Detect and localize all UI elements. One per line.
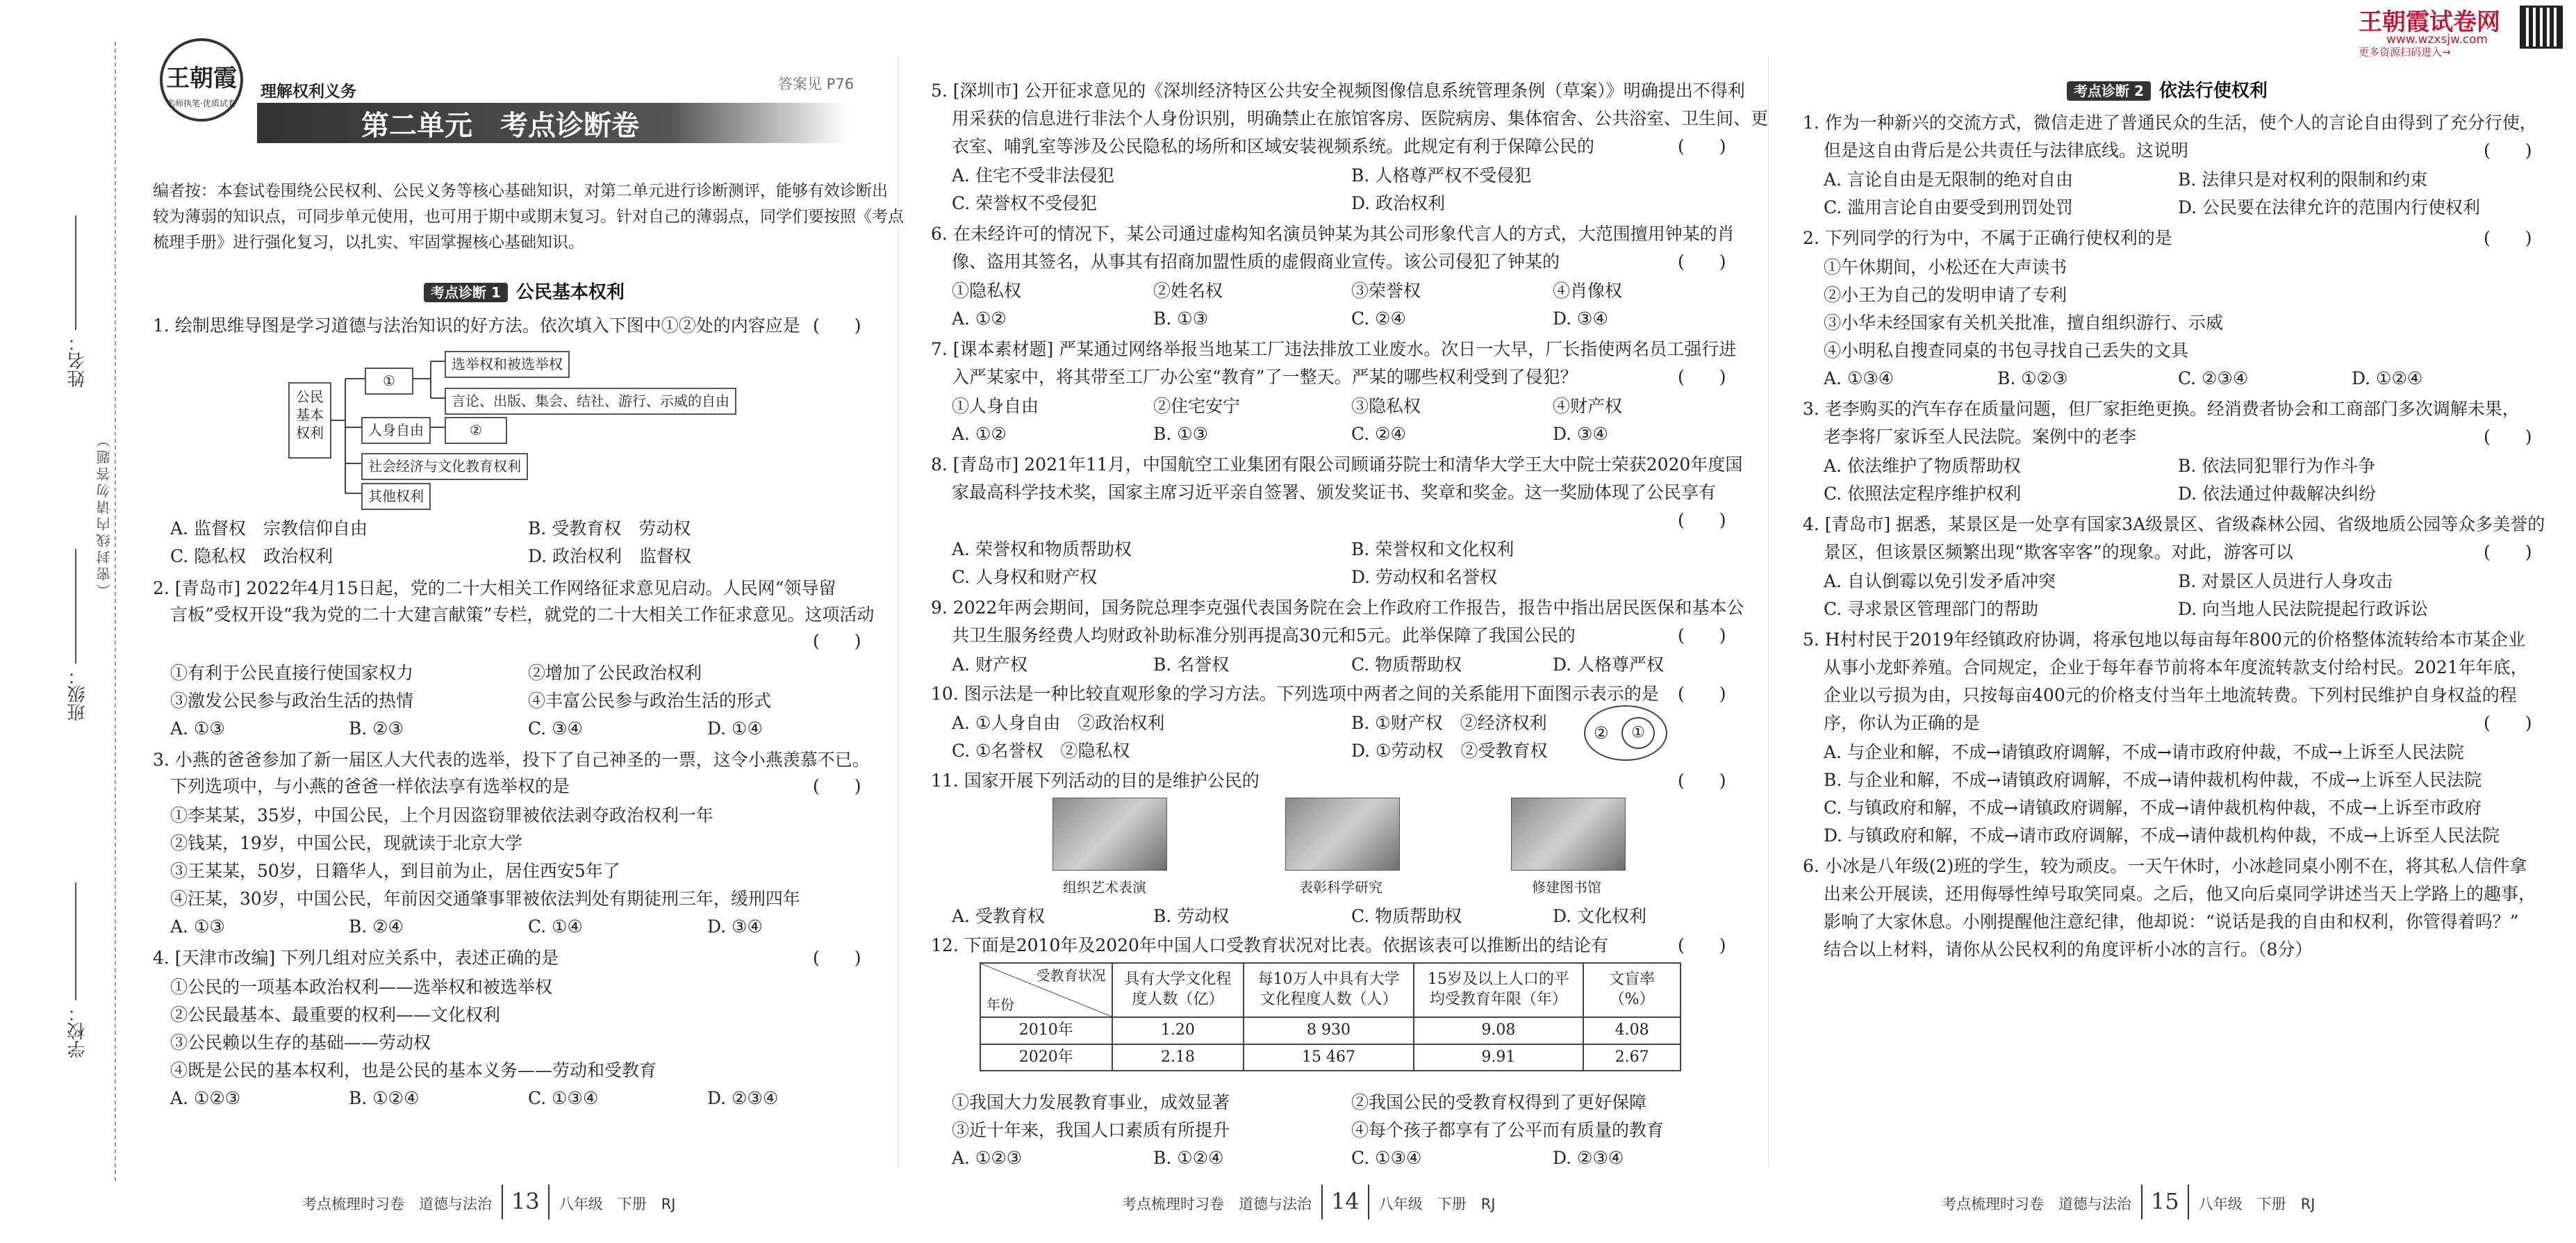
table-header-row bbox=[980, 963, 1681, 1017]
table-header: 15岁及以上人口的平均受教育年限（年） bbox=[1414, 963, 1583, 1017]
venn-outer-label: ② bbox=[1594, 723, 1609, 743]
option-b[interactable]: B. 荣誉权和文化权利 bbox=[1351, 539, 1514, 559]
statement: ③荣誉权 bbox=[1351, 281, 1421, 301]
answer-blank[interactable]: ( ) bbox=[1678, 367, 1726, 387]
option-b[interactable]: B. ②③ bbox=[349, 718, 404, 739]
statement: ①人身自由 bbox=[952, 396, 1039, 416]
option-d[interactable]: D. 劳动权和名誉权 bbox=[1351, 567, 1498, 587]
mind-map-node: 人身自由 bbox=[361, 417, 431, 444]
question-1-stem: 1. 作为一种新兴的交流方式，微信走进了普通民众的生活，使个人的言论自由得到了充分行使， bbox=[1803, 113, 2537, 133]
question-9-stem: 共卫生服务经费人均财政补助标准分别再提高30元和5元。此举保障了我国公民的 bbox=[952, 625, 1576, 645]
option-d[interactable]: D. 政治权利 bbox=[1351, 193, 1446, 213]
answer-blank[interactable]: ( ) bbox=[1678, 625, 1726, 645]
statement: ①午休期间，小松还在大声读书 bbox=[1824, 257, 2067, 277]
section-title: 依法行使权利 bbox=[2158, 80, 2268, 101]
page-14 bbox=[920, 0, 1769, 1243]
statement: ④每个孩子都享有了公平而有质量的教育 bbox=[1351, 1120, 1665, 1140]
page-number: 13 bbox=[502, 1185, 550, 1219]
option-c[interactable]: C. 物质帮助权 bbox=[1351, 906, 1462, 926]
question-3-stem: 老李将厂家诉至人民法院。案例中的老李 bbox=[1824, 427, 2137, 447]
statement: ②公民最基本、最重要的权利——文化权利 bbox=[170, 1005, 501, 1025]
statement: ③公民赖以生存的基础——劳动权 bbox=[170, 1032, 431, 1053]
option-c[interactable]: C. ①④ bbox=[528, 916, 583, 937]
photo-caption: 表彰科学研究 bbox=[1299, 879, 1382, 896]
page-15 bbox=[1789, 0, 2567, 1243]
photo-caption: 修建图书馆 bbox=[1532, 879, 1601, 896]
mind-map-blank-2: ② bbox=[445, 417, 507, 444]
mind-map-node: 社会经济与文化教育权利 bbox=[361, 453, 528, 480]
question-6-stem: 6. 在未经许可的情况下，某公司通过虚构知名演员钟某为其公司形象代言人的方式，大范围擅用钟某的肖 bbox=[931, 224, 1735, 244]
option-b[interactable]: B. 人格尊严权不受侵犯 bbox=[1351, 165, 1532, 186]
answer-blank[interactable]: ( ) bbox=[2484, 427, 2532, 447]
table-header: 具有大学文化程度人数（亿） bbox=[1112, 963, 1244, 1017]
answer-blank[interactable]: ( ) bbox=[1678, 510, 1726, 530]
question-11-stem: 11. 国家开展下列活动的目的是维护公民的 bbox=[931, 771, 1260, 791]
table-corner-cell: 受教育状况 年份 bbox=[980, 963, 1112, 1017]
option-a[interactable]: A. 监督权 宗教信仰自由 bbox=[170, 518, 368, 538]
option-c[interactable]: C. 荣誉权不受侵犯 bbox=[952, 193, 1098, 213]
course-title: 理解权利义务 bbox=[261, 83, 356, 101]
option-d[interactable]: D. 政治权利 监督权 bbox=[528, 546, 692, 566]
question-1-stem: 1. 绘制思维导图是学习道德与法治知识的好方法。依次填入下图中①②处的内容应是 bbox=[153, 315, 800, 336]
option-b[interactable]: B. 劳动权 bbox=[1153, 906, 1230, 926]
mind-map-node: 言论、出版、集会、结社、游行、示威的自由 bbox=[445, 388, 736, 415]
option-b[interactable]: B. 法律只是对权利的限制和约束 bbox=[2178, 170, 2428, 190]
statement: ①我国大力发展教育事业，成效显著 bbox=[952, 1092, 1230, 1112]
option-c[interactable]: C. 与镇政府和解，不成→请镇政府调解，不成→请仲裁机构仲裁，不成→上诉至市政府 bbox=[1824, 798, 2482, 818]
page-footer: 考点梳理时习卷 道德与法治 14 八年级 下册 RJ bbox=[1122, 1185, 1496, 1219]
question-5-stem: 5. H村村民于2019年经镇政府协调，将承包地以每亩每年800元的价格整体流转给本市某企业 bbox=[1803, 629, 2525, 650]
option-a[interactable]: A. ①②③ bbox=[170, 1088, 241, 1108]
option-d[interactable]: D. 人格尊严权 bbox=[1553, 655, 1665, 675]
question-2-stem: 言板”受权开设“我为党的二十大建言献策”专栏，就党的二十大相关工作征求意见。这项活动 bbox=[170, 604, 875, 625]
question-1-stem: 但是这自由背后是公共责任与法律底线。这说明 bbox=[1824, 140, 2189, 160]
question-3-stem: 下列选项中，与小燕的爸爸一样依法享有选举权的是 bbox=[170, 776, 570, 796]
option-d[interactable]: D. ③④ bbox=[707, 916, 763, 937]
answer-blank[interactable]: ( ) bbox=[2484, 228, 2532, 248]
option-b[interactable]: B. 名誉权 bbox=[1153, 655, 1230, 675]
option-c[interactable]: C. ②④ bbox=[1351, 424, 1406, 444]
table-cell: 1.20 bbox=[1112, 1017, 1244, 1044]
question-5-stem: 企业以亏损为由，只按每亩400元的价格支付当年土地流转费。下列村民维护自身权益的程 bbox=[1824, 685, 2517, 705]
section-title: 公民基本权利 bbox=[515, 281, 625, 303]
table-row bbox=[980, 1017, 1681, 1044]
answer-blank[interactable]: ( ) bbox=[1678, 771, 1726, 791]
table-cell: 2020年 bbox=[980, 1044, 1112, 1071]
statement: ③小华未经国家有关机关批准，擅自组织游行、示威 bbox=[1824, 313, 2224, 333]
statement: ②小王为自己的发明申请了专利 bbox=[1824, 285, 2067, 305]
option-c[interactable]: C. ①名誉权 ②隐私权 bbox=[952, 741, 1130, 761]
question-5-stem: 衣室、哺乳室等涉及公民隐私的场所和区域安装视频系统。此规定有利于保障公民的 bbox=[952, 136, 1595, 156]
statement: ③王某某，50岁，日籍华人，到目前为止，居住西安5年了 bbox=[170, 861, 620, 881]
option-c[interactable]: C. 寻求景区管理部门的帮助 bbox=[1824, 599, 2039, 619]
question-6-stem: 像、盗用其签名，从事其有招商加盟性质的虚假商业宣传。该公司侵犯了钟某的 bbox=[952, 252, 1560, 272]
option-c[interactable]: C. ③④ bbox=[528, 718, 583, 739]
page-13 bbox=[132, 0, 904, 1243]
page-number: 15 bbox=[2141, 1185, 2189, 1219]
education-table bbox=[980, 962, 1681, 1071]
option-b[interactable]: B. 对景区人员进行人身攻击 bbox=[2178, 571, 2393, 591]
watermark-tip: 更多资源扫码进入→ bbox=[2359, 46, 2451, 58]
class-field[interactable] bbox=[75, 549, 76, 664]
page-divider bbox=[1768, 56, 1769, 1167]
answer-blank[interactable]: ( ) bbox=[813, 776, 861, 796]
statement: ②钱某，19岁，中国公民，现就读于北京大学 bbox=[170, 833, 522, 853]
statement: ①有利于公民直接行使国家权力 bbox=[170, 663, 414, 683]
class-label: 班级： bbox=[67, 667, 88, 721]
statement: ③隐私权 bbox=[1351, 396, 1421, 416]
option-c[interactable]: C. 隐私权 政治权利 bbox=[170, 546, 333, 566]
option-a[interactable]: A. ①② bbox=[952, 424, 1007, 444]
statement: ③近十年来，我国人口素质有所提升 bbox=[952, 1120, 1230, 1140]
mind-map bbox=[288, 344, 729, 511]
statement: ①公民的一项基本政治权利——选举权和被选举权 bbox=[170, 977, 553, 997]
option-a[interactable]: A. ①②③ bbox=[952, 1148, 1023, 1168]
table-header: 文盲率（%） bbox=[1583, 963, 1681, 1017]
mind-map-node: 选举权和被选举权 bbox=[445, 351, 570, 378]
question-8-stem: 家最高科学技术奖，国家主席习近平亲自签署、颁发奖证书、奖章和奖金。这一奖励体现了公民享有 bbox=[952, 482, 1717, 502]
statement: ②增加了公民政治权利 bbox=[528, 663, 702, 683]
statement: ②姓名权 bbox=[1153, 281, 1223, 301]
question-12-stem: 12. 下面是2010年及2020年中国人口受教育状况对比表。依据该表可以推断出的结论有 bbox=[931, 935, 1608, 955]
option-b[interactable]: B. ②④ bbox=[349, 916, 404, 937]
statement: ④汪某，30岁，中国公民，年前因交通肇事罪被依法判处有期徒刑三年，缓刑四年 bbox=[170, 889, 800, 909]
intro-line: 编者按：本套试卷围绕公民权利、公民义务等核心基础知识，对第二单元进行诊断测评，能够有效诊断出 bbox=[153, 182, 888, 200]
option-c[interactable]: C. ②④ bbox=[1351, 308, 1406, 329]
option-a[interactable]: A. 依法维护了物质帮助权 bbox=[1824, 456, 2021, 476]
answer-blank[interactable]: ( ) bbox=[1678, 684, 1726, 704]
question-3-stem: 3. 老李购买的汽车存在质量问题，但厂家拒绝更换。经消费者协会和工商部门多次调解未果， bbox=[1803, 399, 2520, 419]
answer-blank[interactable]: ( ) bbox=[813, 948, 861, 968]
option-a[interactable]: A. 与企业和解，不成→请镇政府调解，不成→请市政府仲裁，不成→上诉至人民法院 bbox=[1824, 742, 2464, 762]
question-2-stem: 2. 下列同学的行为中，不属于正确行使权利的是 bbox=[1803, 228, 2172, 248]
question-7-stem: 入严某家中，将其带至工厂办公室“教育”了一整天。严某的哪些权利受到了侵犯？ bbox=[952, 367, 1578, 387]
answer-area[interactable] bbox=[1824, 969, 2518, 1164]
statement: ④小明私自搜查同桌的书包寻找自己丢失的文具 bbox=[1824, 340, 2189, 361]
table-cell: 2.18 bbox=[1112, 1044, 1244, 1071]
question-6-stem: 结合以上材料，请你从公民权利的角度评析小冰的言行。（8分） bbox=[1824, 939, 2313, 960]
option-a[interactable]: A. ①② bbox=[952, 308, 1007, 329]
answer-blank[interactable]: ( ) bbox=[1678, 136, 1726, 156]
option-c[interactable]: C. 滥用言论自由要受到刑罚处罚 bbox=[1824, 197, 2074, 217]
option-a[interactable]: A. 荣誉权和物质帮助权 bbox=[952, 539, 1132, 559]
option-b[interactable]: B. ①②④ bbox=[1153, 1148, 1224, 1168]
option-d[interactable]: D. ③④ bbox=[1553, 308, 1608, 329]
school-label: 学校： bbox=[67, 1004, 88, 1058]
option-b[interactable]: B. ①②③ bbox=[1997, 368, 2068, 388]
question-4-stem: 4. [青岛市] 据悉，某景区是一处享有国家3A级景区、省级森林公园、省级地质公园等众多美誉的 bbox=[1803, 514, 2545, 534]
option-d[interactable]: D. ①劳动权 ②受教育权 bbox=[1351, 741, 1548, 761]
option-a[interactable]: A. 自认倒霉以免引发矛盾冲突 bbox=[1824, 571, 2056, 591]
answer-blank[interactable]: ( ) bbox=[2484, 542, 2532, 562]
mind-map-root: 公民基本权利 bbox=[288, 382, 331, 459]
option-d[interactable]: D. 文化权利 bbox=[1553, 906, 1647, 926]
question-6-stem: 出来公开展读，还用侮辱性绰号取笑同桌。之后，他又向后桌同学讲述当天上学路上的趣事， bbox=[1824, 884, 2536, 904]
option-b[interactable]: B. 受教育权 劳动权 bbox=[528, 518, 691, 538]
question-8-stem: 8. [青岛市] 2021年11月，中国航空工业集团有限公司顾诵芬院士和清华大学王大中院士荣获2020年度国 bbox=[931, 454, 1743, 475]
binding-margin bbox=[0, 0, 122, 1243]
table-row bbox=[980, 1044, 1681, 1071]
page-divider bbox=[898, 56, 899, 1167]
option-d[interactable]: D. 依法通过仲裁解决纠纷 bbox=[2178, 484, 2377, 504]
option-d[interactable]: D. ②③④ bbox=[1553, 1148, 1624, 1168]
table-cell: 15 467 bbox=[1244, 1044, 1413, 1071]
page-footer: 考点梳理时习卷 道德与法治 15 八年级 下册 RJ bbox=[1942, 1185, 2315, 1219]
science-award-photo bbox=[1285, 798, 1400, 871]
brand-logo: 王朝霞 名师执笔·优质试卷 bbox=[160, 38, 243, 122]
table-cell: 9.91 bbox=[1414, 1044, 1583, 1071]
answer-blank[interactable]: ( ) bbox=[1678, 935, 1726, 955]
seal-note: （密封线内请勿答题） bbox=[96, 431, 113, 598]
statement: ④丰富公民参与政治生活的形式 bbox=[528, 691, 772, 711]
answer-blank[interactable]: ( ) bbox=[1678, 252, 1726, 272]
question-2-stem: 2. [青岛市] 2022年4月15日起，党的二十大相关工作网络征求意见启动。人民网“领导留 bbox=[153, 578, 836, 598]
option-b[interactable]: B. ①财产权 ②经济权利 bbox=[1351, 713, 1547, 733]
option-c[interactable]: C. ①③④ bbox=[528, 1088, 599, 1108]
question-7-stem: 7. [课本素材题] 严某通过网络举报当地某工厂违法排放工业废水。次日一大早，厂长指使两名员工强行进 bbox=[931, 339, 1737, 359]
question-4-stem: 4. [天津市改编] 下列几组对应关系中，表述正确的是 bbox=[153, 948, 559, 968]
statement: ②住宅安宁 bbox=[1153, 396, 1241, 416]
option-b[interactable]: B. ①③ bbox=[1153, 308, 1209, 329]
school-field[interactable] bbox=[75, 882, 76, 1001]
venn-inner-label: ① bbox=[1621, 717, 1655, 749]
watermark-title: 王朝霞试卷网 bbox=[2359, 8, 2500, 36]
section-header-1 bbox=[424, 279, 625, 306]
answer-blank[interactable]: ( ) bbox=[2484, 713, 2532, 733]
question-5-stem: 5. [深圳市] 公开征求意见的《深圳经济特区公共安全视频图像信息系统管理条例（草案）》明确提出不得利 bbox=[931, 81, 1745, 101]
table-cell: 2.67 bbox=[1583, 1044, 1681, 1071]
question-4-stem: 景区，但该景区频繁出现“欺客宰客”的现象。对此，游客可以 bbox=[1824, 542, 2293, 562]
option-d[interactable]: D. ①②④ bbox=[2352, 368, 2423, 388]
answer-reference: 答案见 P76 bbox=[778, 76, 854, 92]
table-cell: 2010年 bbox=[980, 1017, 1112, 1044]
option-d[interactable]: D. 公民要在法律允许的范围内行使权利 bbox=[2178, 197, 2481, 217]
question-5-stem: 序，你认为正确的是 bbox=[1824, 713, 1981, 733]
option-d[interactable]: D. 向当地人民法院提起行政诉讼 bbox=[2178, 599, 2429, 619]
page-number: 14 bbox=[1321, 1185, 1369, 1219]
option-b[interactable]: B. ①③ bbox=[1153, 424, 1209, 444]
photo-caption: 组织艺术表演 bbox=[1063, 879, 1146, 896]
library-photo bbox=[1511, 798, 1626, 871]
option-c[interactable]: C. ①③④ bbox=[1351, 1148, 1422, 1168]
table-cell: 9.08 bbox=[1414, 1017, 1583, 1044]
option-c[interactable]: C. 依照法定程序维护权利 bbox=[1824, 484, 2022, 504]
option-d[interactable]: D. ③④ bbox=[1553, 424, 1608, 444]
seal-line bbox=[115, 42, 116, 1181]
section-tag: 考点诊断 1 bbox=[424, 283, 508, 302]
option-c[interactable]: C. 物质帮助权 bbox=[1351, 655, 1462, 675]
table-cell: 8 930 bbox=[1244, 1017, 1413, 1044]
question-5-stem: 用采获的信息进行非法个人身份识别，明确禁止在旅馆客房、医院病房、集体宿舍、公共浴室、卫生间、更 bbox=[952, 108, 1769, 129]
option-a[interactable]: A. 财产权 bbox=[952, 655, 1027, 675]
question-6-stem: 影响了大家休息。小刚提醒他注意纪律，他却说：“说话是我的自由和权利，你管得着吗？” bbox=[1824, 912, 2519, 932]
answer-blank[interactable]: ( ) bbox=[2484, 140, 2532, 160]
table-cell: 4.08 bbox=[1583, 1017, 1681, 1044]
option-a[interactable]: A. ①③④ bbox=[1824, 368, 1894, 388]
option-c[interactable]: C. ②③④ bbox=[2178, 368, 2249, 388]
mind-map-blank-1: ① bbox=[365, 368, 413, 395]
question-3-stem: 3. 小燕的爸爸参加了新一届区人大代表的选举，投下了自己神圣的一票，这令小燕羡慕不已。 bbox=[153, 750, 870, 770]
answer-blank[interactable]: ( ) bbox=[813, 631, 861, 651]
statement: ①隐私权 bbox=[952, 281, 1022, 301]
question-10-stem: 10. 图示法是一种比较直观形象的学习方法。下列选项中两者之间的关系能用下面图示表示的是 bbox=[931, 684, 1659, 704]
question-9-stem: 9. 2022年两会期间，国务院总理李克强代表国务院在会上作政府工作报告，报告中指出居民医保和基本公 bbox=[931, 598, 1744, 618]
option-b[interactable]: B. ①②④ bbox=[349, 1088, 420, 1108]
table-header: 每10万人中具有大学文化程度人数（人） bbox=[1244, 963, 1413, 1017]
option-a[interactable]: A. 言论自由是无限制的绝对自由 bbox=[1824, 170, 2073, 190]
option-a[interactable]: A. ①③ bbox=[170, 916, 225, 937]
intro-line: 梳理手册》进行强化复习，以扎实、牢固掌握核心基础知识。 bbox=[153, 233, 584, 252]
name-field[interactable] bbox=[75, 215, 76, 330]
venn-diagram bbox=[1584, 705, 1667, 761]
option-a[interactable]: A. ①人身自由 ②政治权利 bbox=[952, 713, 1165, 733]
option-d[interactable]: D. 与镇政府和解，不成→请市政府调解，不成→请仲裁机构仲裁，不成→上诉至人民法院 bbox=[1824, 825, 2500, 846]
option-c[interactable]: C. 人身权和财产权 bbox=[952, 567, 1098, 587]
name-label: 姓名： bbox=[67, 334, 88, 388]
statement: ④肖像权 bbox=[1553, 281, 1623, 301]
watermark-url: www.wzxsjw.com bbox=[2386, 33, 2488, 47]
question-5-stem: 从事小龙虾养殖。合同规定，企业于每年春节前将本年度流转款支付给村民。2021年年底， bbox=[1824, 657, 2528, 677]
art-performance-photo bbox=[1052, 798, 1167, 871]
page-title: 第二单元 考点诊断卷 bbox=[361, 110, 639, 142]
option-b[interactable]: B. 依法同犯罪行为作斗争 bbox=[2178, 456, 2376, 476]
option-d[interactable]: D. ②③④ bbox=[707, 1088, 779, 1108]
option-d[interactable]: D. ①④ bbox=[707, 718, 763, 739]
answer-blank[interactable]: ( ) bbox=[813, 315, 861, 336]
option-a[interactable]: A. ①③ bbox=[170, 718, 225, 739]
statement: ③激发公民参与政治生活的热情 bbox=[170, 691, 414, 711]
section-header-2 bbox=[2067, 78, 2268, 104]
section-tag: 考点诊断 2 bbox=[2067, 81, 2151, 101]
option-a[interactable]: A. 受教育权 bbox=[952, 906, 1045, 926]
statement: ①李某某，35岁，中国公民，上个月因盗窃罪被依法剥夺政治权利一年 bbox=[170, 805, 713, 825]
statement: ④既是公民的基本权利，也是公民的基本义务——劳动和受教育 bbox=[170, 1060, 657, 1080]
intro-line: 较为薄弱的知识点，可同步单元使用，也可用于期中或期末复习。针对自己的薄弱点，同学们要按照《考点 bbox=[153, 208, 904, 226]
page-footer: 考点梳理时习卷 道德与法治 13 八年级 下册 RJ bbox=[302, 1185, 676, 1219]
option-a[interactable]: A. 住宅不受非法侵犯 bbox=[952, 165, 1114, 186]
question-6-stem: 6. 小冰是八年级(2)班的学生，较为顽皮。一天午休时，小冰趁同桌小刚不在，将其私人信件拿 bbox=[1803, 856, 2527, 876]
statement: ②我国公民的受教育权得到了更好保障 bbox=[1351, 1092, 1647, 1112]
mind-map-node: 其他权利 bbox=[361, 483, 431, 510]
statement: ④财产权 bbox=[1553, 396, 1623, 416]
option-b[interactable]: B. 与企业和解，不成→请镇政府调解，不成→请仲裁机构仲裁，不成→上诉至人民法院 bbox=[1824, 770, 2482, 790]
